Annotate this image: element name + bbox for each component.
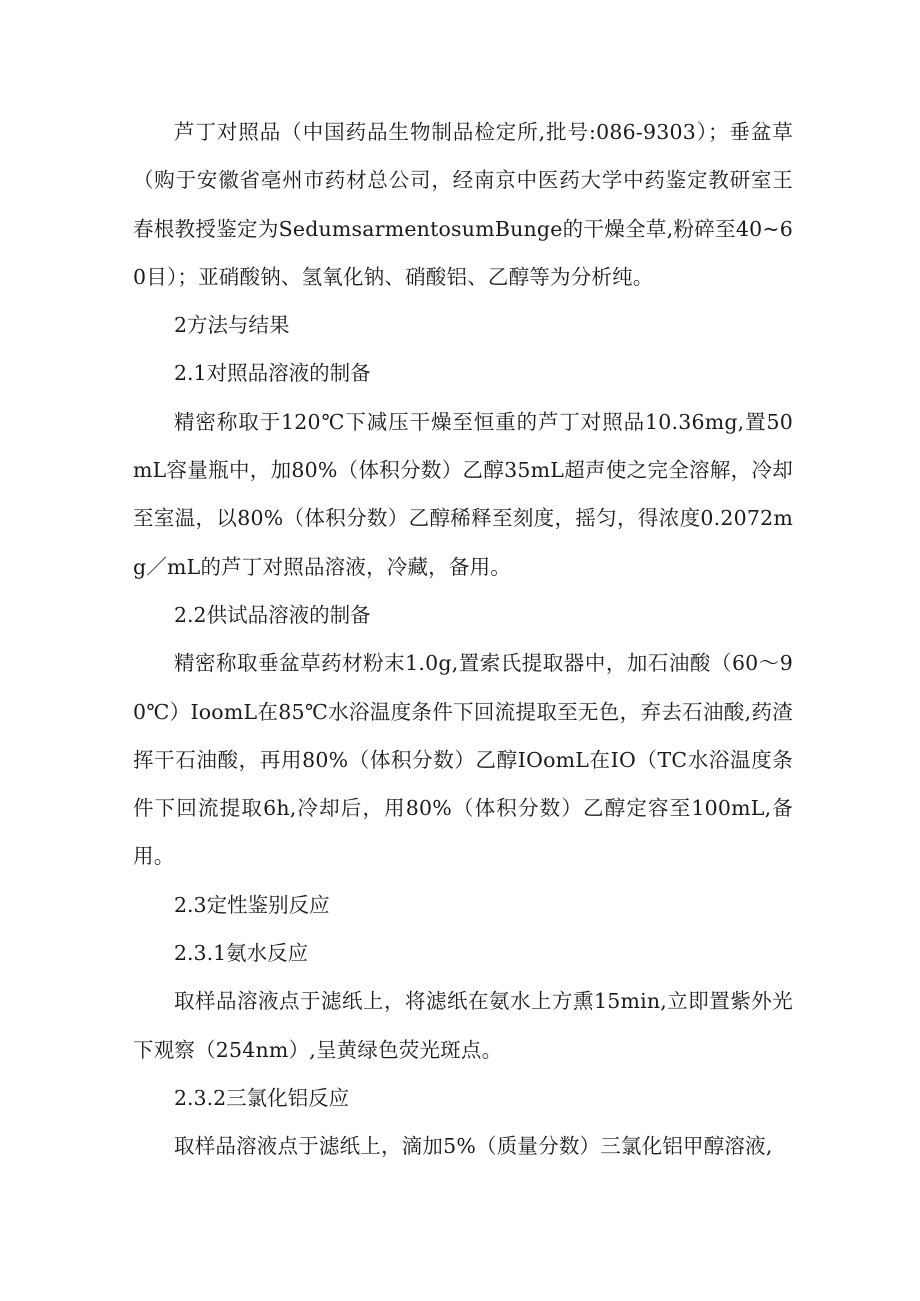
document-page [133, 108, 793, 1171]
paragraph-alcl3: 取样品溶液点于滤纸上，滴加5%（质量分数）三氯化铝甲醇溶液, [174, 1134, 773, 1159]
paragraph-reference-solution: 精密称取于120℃下减压干燥至恒重的芦丁对照品10.36mg,置50mL容量瓶中，加80%（体积分数）乙醇35mL超声使之完全溶解，冷却至室温，以80%（体积分数）乙醇稀释至刻度，摇匀，得浓度0.2072mg／mL的芦丁对照品溶液，冷藏，备用。 [133, 409, 793, 579]
subsection-heading-test-solution: 2.2供试品溶液的制备 [174, 602, 371, 627]
paragraph-test-solution: 精密称取垂盆草药材粉末1.0g,置索氏提取器中，加石油酸（60～90℃）IoomL在85℃水浴温度条件下回流提取至无色，弃去石油酸,药渣挥干石油酸，再用80%（体积分数）乙醇IOomL在IO（TC水浴温度条件下回流提取6h,冷却后，用80%（体积分数）乙醇定容至100mL,备用。 [133, 651, 793, 869]
section-heading-methods: 2方法与结果 [174, 313, 290, 338]
subsection-heading-alcl3: 2.3.2三氯化铝反应 [174, 1085, 350, 1110]
paragraph-ammonia: 取样品溶液点于滤纸上，将滤纸在氨水上方熏15min,立即置紫外光下观察（254nm）,呈黄绿色荧光斑点。 [133, 989, 793, 1062]
paragraph-materials: 芦丁对照品（中国药品生物制品检定所,批号:086-9303）；垂盆草（购于安徽省亳州市药材总公司，经南京中医药大学中药鉴定教研室王春根教授鉴定为SedumsarmentosumBunge的干燥全草,粉碎至40~60目）；亚硝酸钠、氢氧化钠、硝酸铝、乙醇等为分析纯。 [133, 120, 793, 289]
subsection-heading-qualitative: 2.3定性鉴别反应 [174, 892, 330, 917]
subsection-heading-reference-solution: 2.1对照品溶液的制备 [174, 361, 371, 386]
subsection-heading-ammonia: 2.3.1氨水反应 [174, 941, 309, 966]
